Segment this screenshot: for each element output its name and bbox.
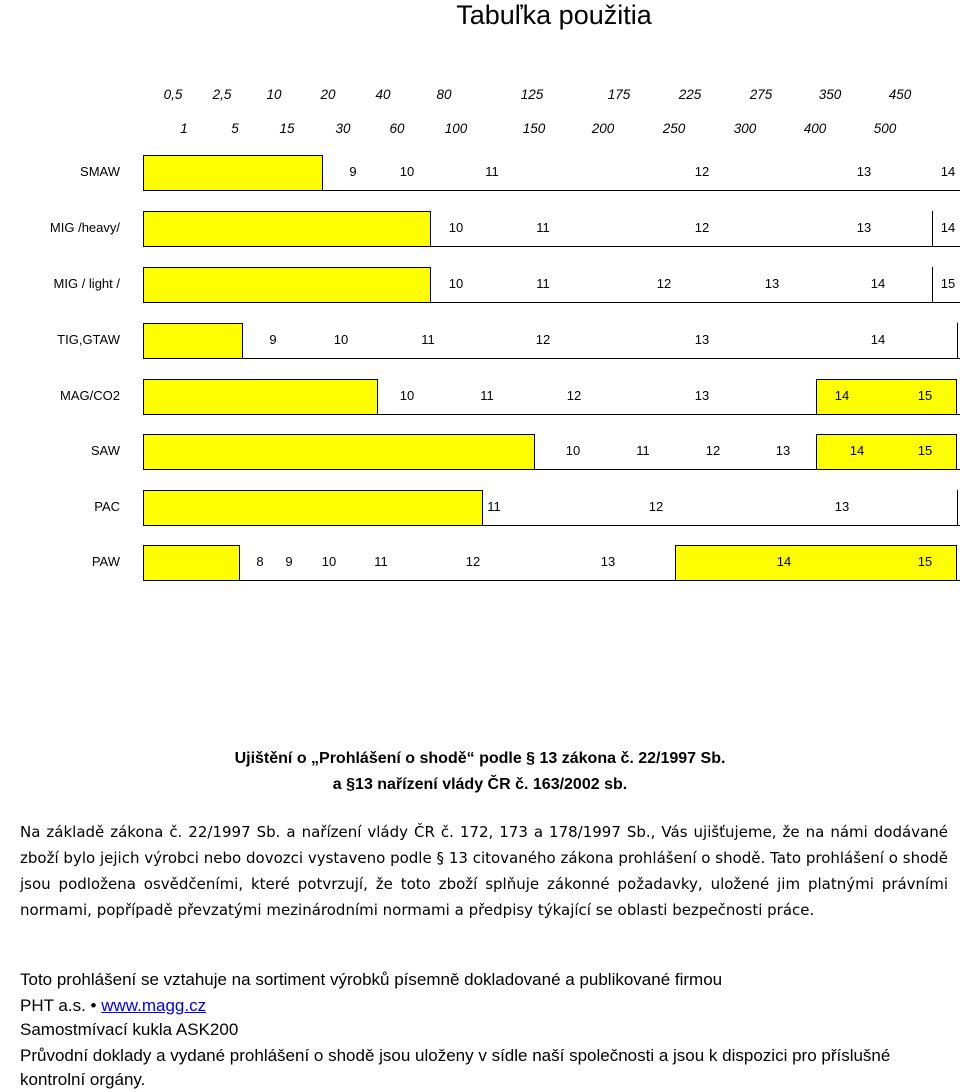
scale-top-value: 10 — [266, 87, 282, 102]
shade-number: 15 — [940, 276, 956, 291]
scale-bottom-value: 400 — [803, 121, 827, 136]
shade-number: 12 — [648, 499, 664, 514]
scale-bottom-value: 150 — [522, 121, 546, 136]
row-baseline — [143, 414, 960, 415]
usage-range-bar — [675, 545, 957, 581]
scale-bottom-value: 5 — [231, 121, 239, 136]
scale-top-value: 275 — [749, 87, 773, 102]
cell-divider — [957, 490, 958, 526]
scale-bottom-value: 500 — [873, 121, 897, 136]
usage-range-bar — [143, 490, 483, 526]
process-row-mag-co2 — [0, 379, 960, 415]
process-label: MIG / light / — [53, 276, 120, 291]
scale-top-value: 40 — [375, 87, 391, 102]
shade-number: 10 — [448, 276, 464, 291]
shade-number: 14 — [849, 443, 865, 458]
scale-bottom-value: 250 — [662, 121, 686, 136]
documents-statement: Průvodní doklady a vydané prohlášení o shodě jsou uloženy v sídle naší společnosti a jsou k dispozici pro příslušné kontrolní orgány. — [20, 1046, 891, 1089]
process-label: SAW — [90, 443, 120, 458]
shade-number: 13 — [834, 499, 850, 514]
shade-number: 13 — [694, 388, 710, 403]
cell-divider — [932, 267, 933, 303]
process-label: TIG,GTAW — [57, 332, 120, 347]
process-label: MIG /heavy/ — [49, 220, 120, 235]
shade-number: 13 — [694, 332, 710, 347]
process-row-pac — [0, 490, 960, 526]
product-name: Samostmívací kukla ASK200 — [20, 1020, 239, 1039]
company-name: PHT a.s. • — [20, 996, 102, 1015]
cell-divider — [932, 211, 933, 247]
scale-top-value: 175 — [607, 87, 631, 102]
page-title: Tabuľka použitia — [456, 0, 652, 30]
usage-range-bar — [143, 323, 243, 359]
process-row-smaw — [0, 155, 960, 191]
shade-number: 10 — [448, 220, 464, 235]
shade-number: 10 — [333, 332, 349, 347]
shade-number: 12 — [465, 554, 481, 569]
shade-number: 13 — [775, 443, 791, 458]
declaration-paragraph: Na základě zákona č. 22/1997 Sb. a nařízení vlády ČR č. 172, 173 a 178/1997 Sb., Vás ujišťujeme, že na námi dodávané zboží bylo jejich výrobci nebo dovozci vystaveno podle § 13 citovaného zákona prohlášení o shodě. Tato prohlášení o shodě jsou podložena osvědčeními, které potvrzují, že toto zboží splňuje zákonné požadavky, uložené jim platnými právními normami, popřípadě převzatými mezinárodními normami a předpisy týkající se oblasti bezpečnosti práce. — [20, 823, 948, 919]
shade-number: 15 — [917, 443, 933, 458]
usage-range-bar — [143, 155, 323, 191]
shade-number: 11 — [480, 388, 494, 403]
shade-number: 12 — [694, 164, 710, 179]
process-row-mig-heavy — [0, 211, 960, 247]
declaration-heading-line-1: Ujištění o „Prohlášení o shodě“ podle § 13 zákona č. 22/1997 Sb. — [234, 750, 726, 767]
shade-number: 9 — [269, 332, 277, 347]
process-row-saw — [0, 434, 960, 470]
shade-number: 13 — [764, 276, 780, 291]
scale-top-value: 125 — [520, 87, 544, 102]
scale-bottom-value: 30 — [335, 121, 351, 136]
scale-top-value: 0,5 — [163, 87, 183, 102]
shade-number: 10 — [321, 554, 337, 569]
row-baseline — [143, 525, 960, 526]
shade-number: 14 — [870, 276, 886, 291]
shade-number: 11 — [636, 443, 650, 458]
scale-bottom-value: 100 — [444, 121, 468, 136]
shade-number: 11 — [536, 220, 550, 235]
usage-range-bar — [143, 545, 240, 581]
shade-number: 9 — [285, 554, 293, 569]
usage-range-bar — [143, 434, 535, 470]
shade-number: 13 — [856, 220, 872, 235]
shade-number: 13 — [600, 554, 616, 569]
shade-number: 8 — [256, 554, 264, 569]
shade-number: 10 — [399, 388, 415, 403]
shade-number: 11 — [536, 276, 550, 291]
scale-bottom-value: 1 — [180, 121, 188, 136]
process-row-tig-gtaw — [0, 323, 960, 359]
process-label: PAW — [91, 554, 120, 569]
scale-top-value: 2,5 — [212, 87, 232, 102]
shade-number: 13 — [856, 164, 872, 179]
process-label: MAG/CO2 — [60, 388, 120, 403]
website-link[interactable]: www.magg.cz — [101, 996, 207, 1015]
scale-bottom-value: 200 — [591, 121, 615, 136]
scale-top-value: 350 — [818, 87, 842, 102]
process-label: SMAW — [80, 164, 120, 179]
shade-number: 14 — [940, 164, 956, 179]
row-baseline — [143, 246, 960, 247]
shade-number: 15 — [917, 554, 933, 569]
scale-top-value: 450 — [888, 87, 912, 102]
shade-number: 12 — [535, 332, 551, 347]
usage-range-bar — [143, 379, 378, 415]
shade-number: 12 — [694, 220, 710, 235]
shade-number: 12 — [656, 276, 672, 291]
scale-bottom-value: 15 — [279, 121, 295, 136]
scale-bottom-value: 60 — [389, 121, 405, 136]
shade-number: 10 — [399, 164, 415, 179]
scale-top-value: 80 — [436, 87, 452, 102]
shade-number: 14 — [870, 332, 886, 347]
company-line — [20, 996, 206, 1016]
scale-top-value: 20 — [320, 87, 336, 102]
shade-number: 11 — [374, 554, 388, 569]
scale-bottom-value: 300 — [733, 121, 757, 136]
shade-number: 14 — [834, 388, 850, 403]
shade-number: 11 — [487, 499, 501, 514]
usage-range-bar — [816, 434, 957, 470]
declaration-heading-line-2: a §13 nařízení vlády ČR č. 163/2002 sb. — [332, 776, 628, 793]
row-baseline — [143, 469, 960, 470]
shade-number: 12 — [566, 388, 582, 403]
row-baseline — [143, 580, 960, 581]
cell-divider — [957, 323, 958, 359]
usage-range-bar — [143, 211, 431, 247]
shade-number: 14 — [940, 220, 956, 235]
shade-number: 10 — [565, 443, 581, 458]
row-baseline — [143, 358, 960, 359]
shade-number: 12 — [705, 443, 721, 458]
row-baseline — [143, 190, 960, 191]
process-row-paw — [0, 545, 960, 581]
scale-top-value: 225 — [678, 87, 702, 102]
row-baseline — [143, 302, 960, 303]
shade-number: 11 — [485, 164, 499, 179]
process-label: PAC — [94, 499, 120, 514]
shade-number: 11 — [421, 332, 435, 347]
process-row-mig-light — [0, 267, 960, 303]
shade-number: 9 — [349, 164, 357, 179]
shade-number: 15 — [917, 388, 933, 403]
usage-range-bar — [143, 267, 431, 303]
shade-number: 14 — [776, 554, 792, 569]
scope-statement: Toto prohlášení se vztahuje na sortiment výrobků písemně dokladované a publikované firmou — [20, 970, 723, 989]
